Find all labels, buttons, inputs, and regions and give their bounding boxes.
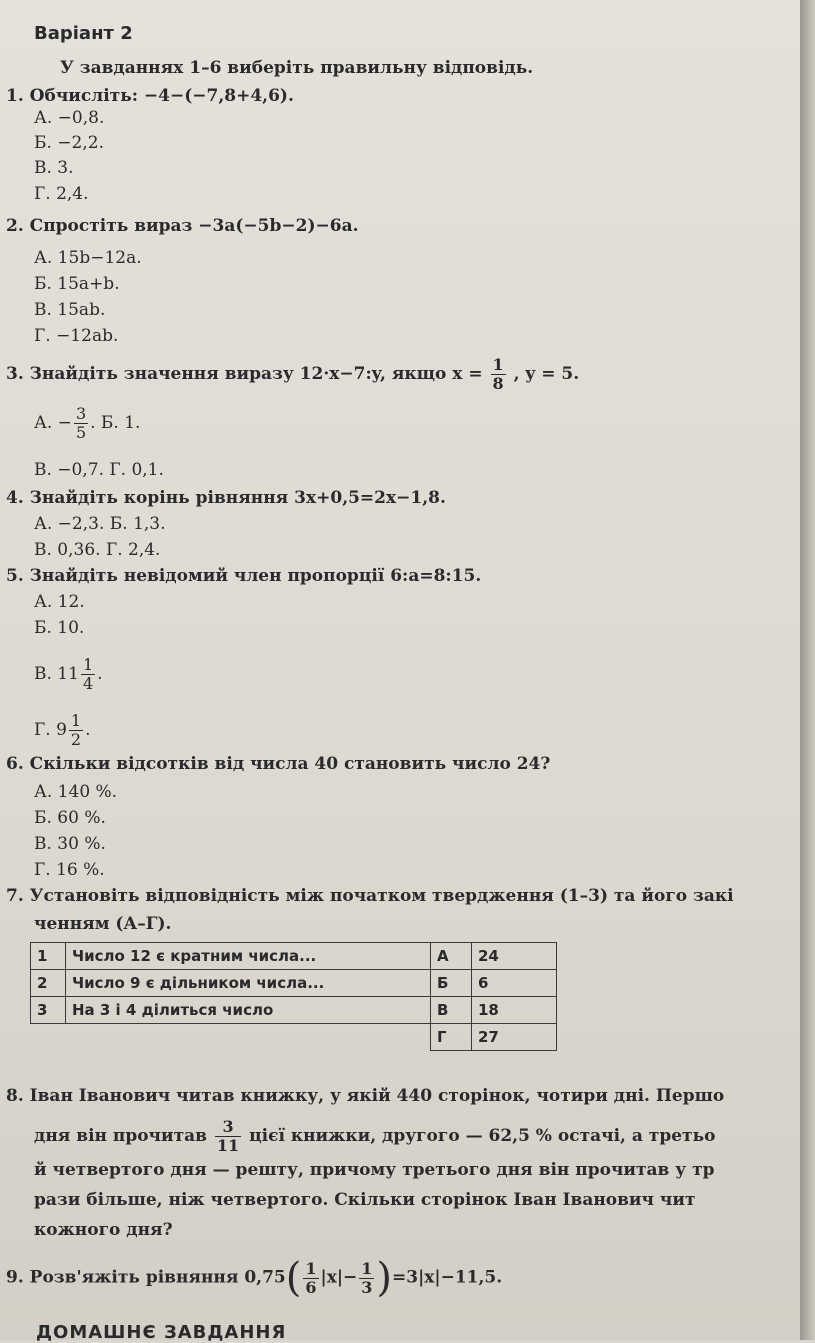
q1-option-a: А. −0,8.: [34, 108, 105, 128]
q6-option-a: А. 140 %.: [34, 782, 118, 802]
instruction: У завданнях 1–6 виберіть правильну відповідь.: [60, 58, 534, 78]
q5-fraction-d: $\frac{1}{2}$: [70, 711, 82, 749]
row-number: [31, 1024, 66, 1051]
page-edge: [800, 0, 815, 1340]
q3-option-cd: В. −0,7. Г. 0,1.: [34, 460, 164, 480]
q8-fraction: $\frac{3}{11}$: [216, 1117, 240, 1155]
q1-option-c: В. 3.: [34, 158, 74, 178]
q3-option-ab: А. − $\frac{3}{5}$ . Б. 1.: [34, 404, 141, 442]
q2-option-c: В. 15ab.: [34, 300, 106, 320]
answer-value: 24: [472, 943, 557, 970]
row-number: 3: [31, 997, 66, 1024]
q5-option-c: В. 11 $\frac{1}{4}$ .: [34, 655, 103, 693]
q6-option-b: Б. 60 %.: [34, 808, 106, 828]
question-5: 5. Знайдіть невідомий член пропорції 6:a=8:15.: [6, 566, 482, 586]
answer-letter: Б: [431, 970, 472, 997]
question-8-line-5: кожного дня?: [34, 1220, 173, 1240]
q5-option-b: Б. 10.: [34, 618, 85, 638]
q3-text-post: , y = 5.: [513, 364, 580, 384]
question-3: [6, 356, 579, 393]
table-row: [31, 1024, 557, 1051]
question-4: 4. Знайдіть корінь рівняння 3x+0,5=2x−1,8.: [6, 488, 446, 508]
answer-value: 27: [472, 1024, 557, 1051]
q9-fraction-1: $\frac{1}{6}$: [305, 1258, 317, 1297]
variant-title: Варіант 2: [34, 23, 133, 44]
q5-option-d: Г. 9 $\frac{1}{2}$ .: [34, 711, 91, 749]
question-7-line-1: 7. Установіть відповідність між початком твердження (1–3) та його закі: [6, 886, 734, 906]
table-row: [31, 970, 557, 997]
question-8-line-3: й четвертого дня — решту, причому третього дня він прочитав у тр: [34, 1160, 715, 1180]
question-2: 2. Спростіть вираз −3a(−5b−2)−6a.: [6, 216, 359, 236]
row-number: 2: [31, 970, 66, 997]
q2-option-b: Б. 15a+b.: [34, 274, 120, 294]
q2-option-d: Г. −12ab.: [34, 326, 119, 346]
matching-table: [30, 942, 557, 1051]
q1-option-b: Б. −2,2.: [34, 133, 104, 153]
q6-option-c: В. 30 %.: [34, 834, 106, 854]
answer-value: 6: [472, 970, 557, 997]
answer-letter: Г: [431, 1024, 472, 1051]
statement: [66, 1024, 431, 1051]
question-6: 6. Скільки відсотків від числа 40 становить число 24?: [6, 754, 551, 774]
q1-option-d: Г. 2,4.: [34, 184, 89, 204]
q2-option-a: А. 15b−12a.: [34, 248, 142, 268]
question-1: 1. Обчисліть: −4−(−7,8+4,6).: [6, 86, 294, 106]
q5-fraction-c: $\frac{1}{4}$: [82, 655, 94, 693]
footer-heading: ДОМАШНЄ ЗАВДАННЯ: [36, 1322, 287, 1343]
q4-option-ab: А. −2,3. Б. 1,3.: [34, 514, 166, 534]
question-8-line-4: рази більше, ніж четвертого. Скільки сторінок Іван Іванович чит: [34, 1190, 696, 1210]
q3-text-pre: 3. Знайдіть значення виразу 12·x−7:y, якщо x =: [6, 364, 483, 384]
question-7-line-2: ченням (А–Г).: [34, 914, 172, 934]
statement: Число 12 є кратним числа...: [66, 943, 431, 970]
q3-fraction-a: $\frac{3}{5}$: [75, 404, 87, 442]
question-9: 9. Розв'яжіть рівняння 0,75( $\frac{1}{6}$ |x|− $\frac{1}{3}$ )=3|x|−11,5.: [6, 1255, 503, 1301]
answer-letter: А: [431, 943, 472, 970]
answer-value: 18: [472, 997, 557, 1024]
q3-fraction-x: $\frac{1}{8}$: [492, 355, 504, 393]
statement: Число 9 є дільником числа...: [66, 970, 431, 997]
answer-letter: В: [431, 997, 472, 1024]
statement: На 3 і 4 ділиться число: [66, 997, 431, 1024]
q9-fraction-2: $\frac{1}{3}$: [361, 1258, 373, 1297]
question-8-line-1: 8. Іван Іванович читав книжку, у якій 440 сторінок, чотири дні. Першо: [6, 1086, 725, 1106]
table-row: [31, 943, 557, 970]
q5-option-a: А. 12.: [34, 592, 85, 612]
table-row: [31, 997, 557, 1024]
question-8-line-2: дня він прочитав $\frac{3}{11}$ цієї книжки, другого — 62,5 % остачі, а третьо: [34, 1117, 716, 1155]
q4-option-cd: В. 0,36. Г. 2,4.: [34, 540, 161, 560]
row-number: 1: [31, 943, 66, 970]
q6-option-d: Г. 16 %.: [34, 860, 105, 880]
